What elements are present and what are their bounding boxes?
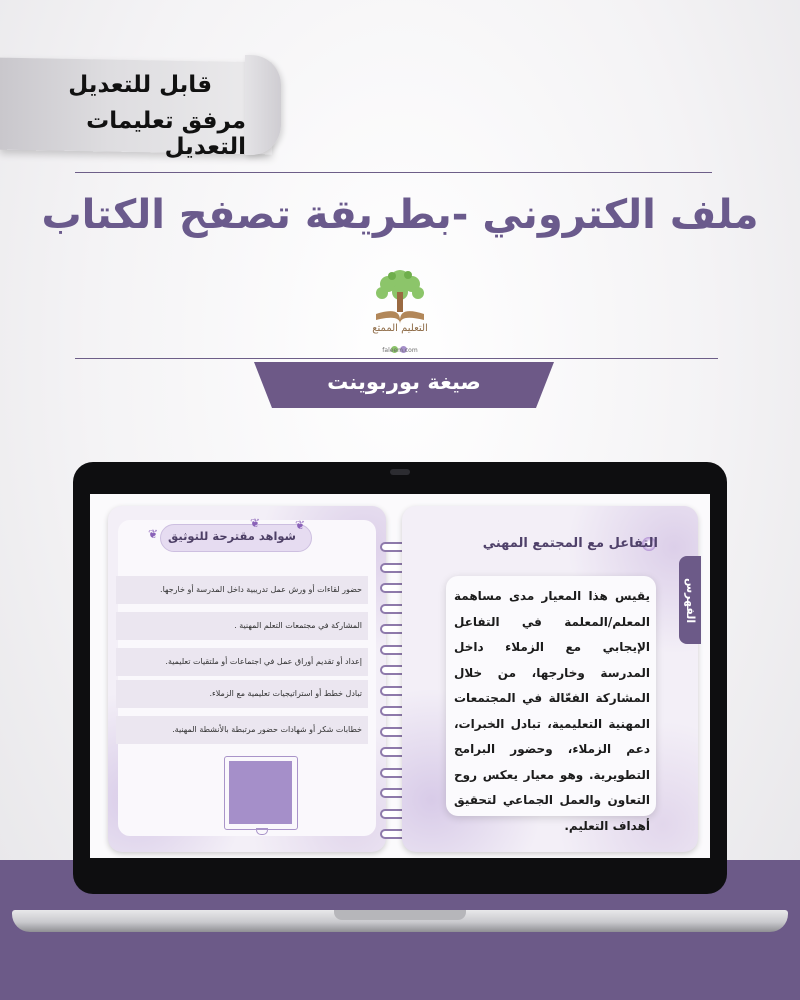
- butterfly-icon: ❦: [250, 516, 261, 530]
- evidence-item: المشاركة في مجتمعات التعلم المهنية .: [116, 612, 368, 640]
- right-page-heading: التفاعل مع المجتمع المهني: [482, 536, 658, 551]
- butterfly-icon: ❦: [148, 527, 159, 541]
- evidence-item: خطابات شكر أو شهادات حضور مرتبطة بالأنشطة المهنية.: [116, 716, 368, 744]
- evidence-item: تبادل خطط أو استراتيجيات تعليمية مع الزملاء.: [116, 680, 368, 708]
- logo-name: التعليم الممتع: [372, 323, 428, 334]
- laptop-notch: [334, 910, 466, 920]
- camera-icon: [390, 469, 410, 475]
- evidence-item: حضور لقاءات أو ورش عمل تدريبية داخل المدرسة أو خارجها.: [116, 576, 368, 604]
- divider-bottom: [75, 358, 718, 359]
- laptop-screen: [90, 494, 710, 858]
- butterfly-icon: ❦: [295, 518, 306, 532]
- page-title: ملف الكتروني -بطريقة تصفح الكتاب: [41, 192, 759, 238]
- evidence-item: إعداد أو تقديم أوراق عمل في اجتماعات أو ملتقيات تعليمية.: [116, 648, 368, 676]
- index-tab-label[interactable]: الفهرس: [684, 578, 697, 624]
- evidence-heading: شواهد مقترحة للتوثيق: [168, 529, 296, 543]
- description-text: يقيس هذا المعيار مدى مساهمة المعلم/المعلمة في التفاعل الإيجابي مع الزملاء داخل المدرسة وخارجها، من خلال المشاركة الفعّالة في المجتمعات المهنية التعليمية، تبادل الخبرات، دعم الزملاء، وحضور البرامج التطويرية. وهو معيار يعكس روح التعاون والعمل الجماعي لتحقيق أهداف التعليم.: [454, 589, 650, 833]
- paper-curl: [245, 55, 281, 155]
- logo-url: faleem.com: [382, 347, 418, 354]
- format-ribbon-label: صيغة بوربوينت: [327, 370, 481, 394]
- banner-line-1: قابل للتعديل: [68, 72, 212, 98]
- divider-top: [75, 172, 712, 173]
- banner-line-2: مرفق تعليمات التعديل: [86, 108, 246, 160]
- image-placeholder[interactable]: [229, 761, 292, 824]
